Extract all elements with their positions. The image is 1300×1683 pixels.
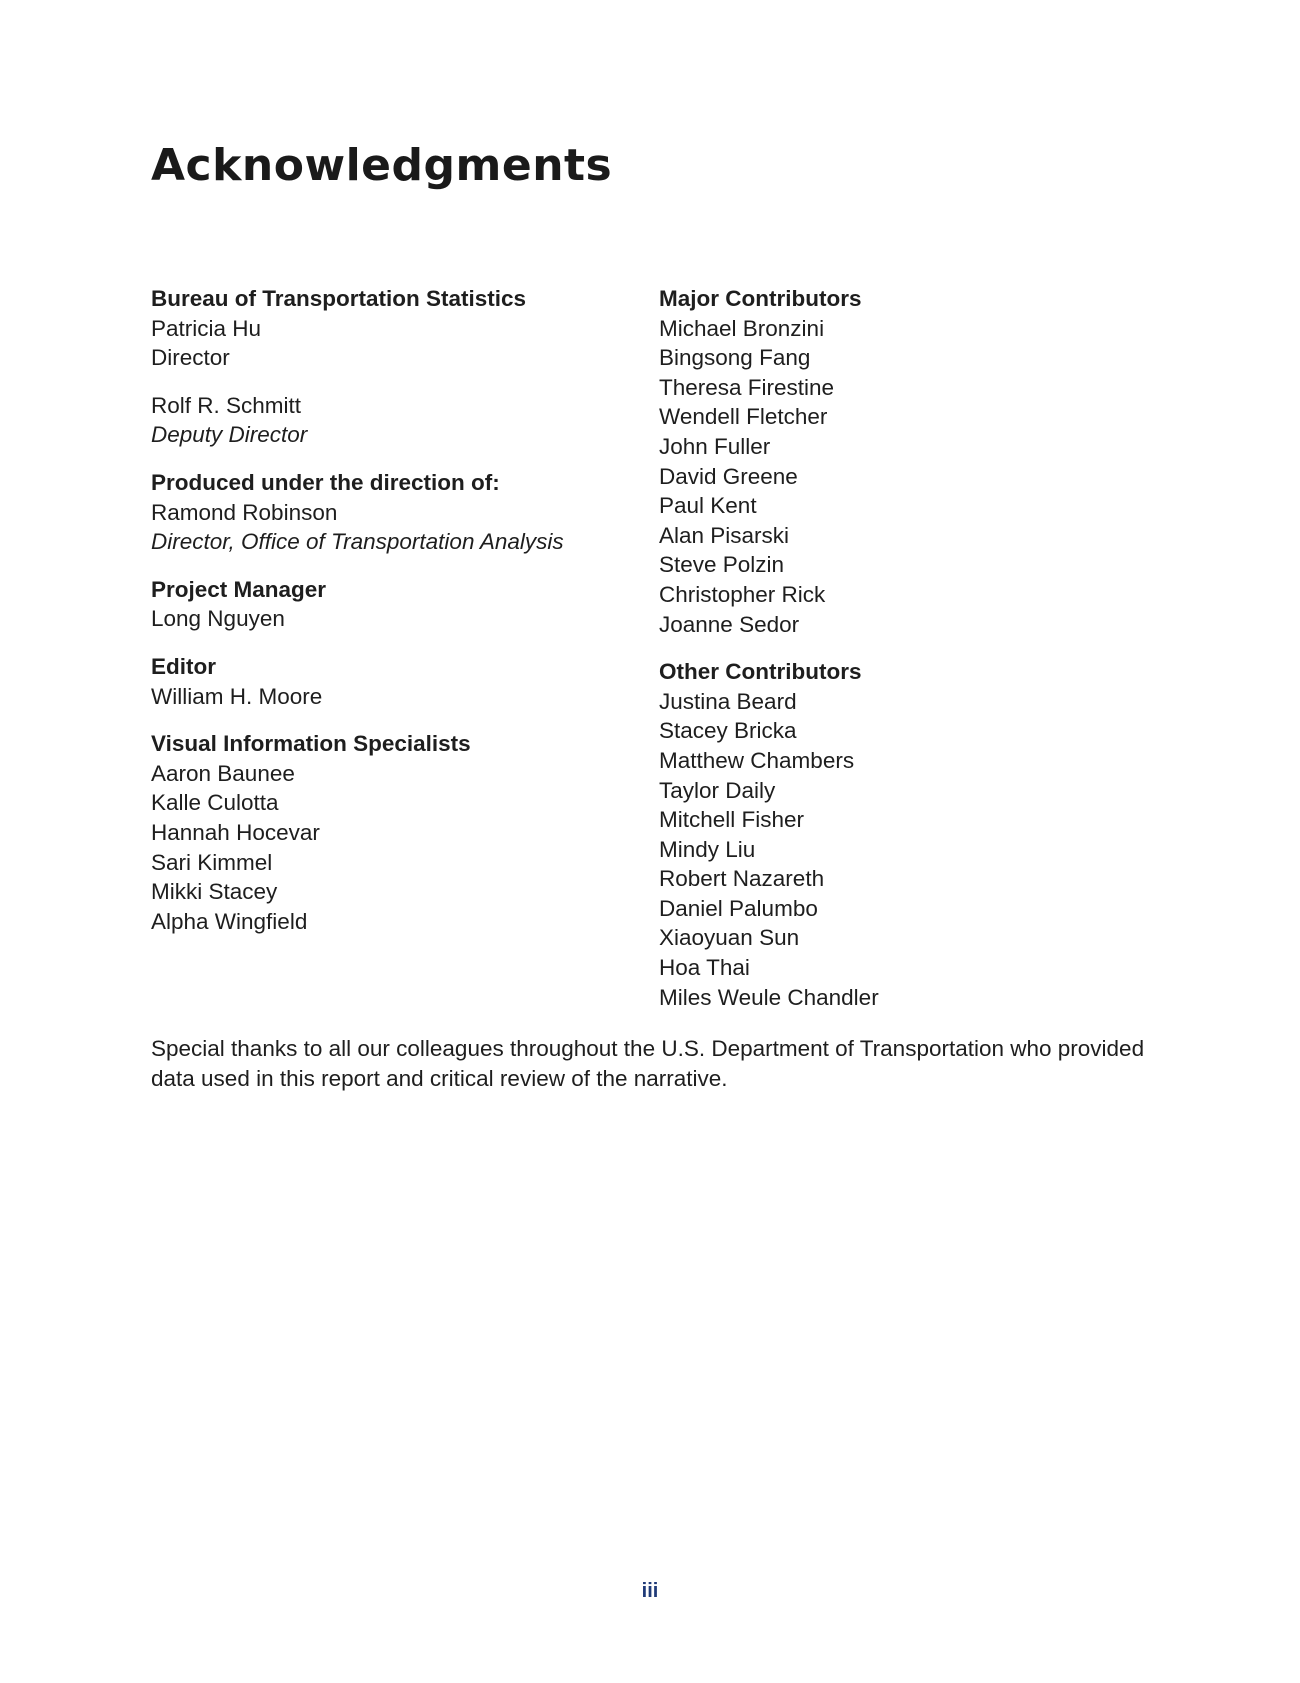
produced-title: Director, Office of Transportation Analysis xyxy=(151,529,564,555)
major-contributor-name: Wendell Fletcher xyxy=(659,404,828,430)
spacer xyxy=(151,373,631,391)
project-manager-section xyxy=(151,575,631,634)
page-title: Acknowledgments xyxy=(151,140,613,191)
major-contributor-name: Michael Bronzini xyxy=(659,315,825,341)
director-title: Director xyxy=(151,345,230,371)
major-contributors-heading: Major Contributors xyxy=(659,286,862,311)
editor-heading: Editor xyxy=(151,653,216,679)
visual-specialists-heading: Visual Information Specialists xyxy=(151,731,471,757)
other-contributor-name: Stacey Bricka xyxy=(659,718,797,744)
other-contributor-name: Robert Nazareth xyxy=(659,866,825,892)
editor-section xyxy=(151,652,631,711)
other-contributor-name: Miles Weule Chandler xyxy=(659,984,879,1010)
visual-specialist-name: Hannah Hocevar xyxy=(151,819,320,845)
other-contributors-heading: Other Contributors xyxy=(659,659,862,685)
major-contributor-name: Paul Kent xyxy=(659,493,757,519)
other-contributor-name: Justina Beard xyxy=(659,688,797,714)
project-manager-heading: Project Manager xyxy=(151,576,327,602)
editor-name: William H. Moore xyxy=(151,683,323,709)
visual-specialist-name: Alpha Wingfield xyxy=(151,908,308,934)
major-contributor-name: David Greene xyxy=(659,463,798,489)
other-contributor-name: Mitchell Fisher xyxy=(659,807,805,833)
major-contributor-name: Steve Polzin xyxy=(659,552,785,578)
visual-specialists-section xyxy=(151,729,631,936)
deputy-name: Rolf R. Schmitt xyxy=(151,392,302,418)
other-contributor-name: Matthew Chambers xyxy=(659,747,855,773)
special-thanks-paragraph: Special thanks to all our colleagues throughout the U.S. Department of Transportation who provided data used in this report and critical review of the narrative. xyxy=(151,1036,1145,1091)
major-contributor-name: Bingsong Fang xyxy=(659,345,811,371)
produced-name: Ramond Robinson xyxy=(151,499,338,525)
produced-heading: Produced under the direction of: xyxy=(151,469,500,495)
visual-specialist-name: Kalle Culotta xyxy=(151,790,279,816)
other-contributor-name: Hoa Thai xyxy=(659,955,750,981)
bts-heading: Bureau of Transportation Statistics xyxy=(151,286,527,311)
other-contributors-section xyxy=(659,657,1139,1012)
produced-section xyxy=(151,468,631,557)
visual-specialist-name: Sari Kimmel xyxy=(151,849,273,875)
major-contributor-name: Christopher Rick xyxy=(659,581,826,607)
major-contributor-name: Joanne Sedor xyxy=(659,611,800,637)
visual-specialist-name: Aaron Baunee xyxy=(151,760,295,786)
major-contributor-name: Theresa Firestine xyxy=(659,374,835,400)
other-contributor-name: Mindy Liu xyxy=(659,836,756,862)
major-contributor-name: John Fuller xyxy=(659,433,771,459)
other-contributor-name: Taylor Daily xyxy=(659,777,776,803)
major-contributors-section xyxy=(659,284,1139,639)
other-contributor-name: Daniel Palumbo xyxy=(659,895,818,921)
other-contributor-name: Xiaoyuan Sun xyxy=(659,925,800,951)
major-contributor-name: Alan Pisarski xyxy=(659,522,790,548)
right-column xyxy=(659,284,1139,1030)
page-number: iii xyxy=(641,1580,659,1602)
deputy-title: Deputy Director xyxy=(151,422,308,448)
project-manager-name: Long Nguyen xyxy=(151,606,285,632)
bts-section xyxy=(151,284,631,450)
director-name: Patricia Hu xyxy=(151,315,262,341)
visual-specialist-name: Mikki Stacey xyxy=(151,879,278,905)
left-column xyxy=(151,284,631,954)
